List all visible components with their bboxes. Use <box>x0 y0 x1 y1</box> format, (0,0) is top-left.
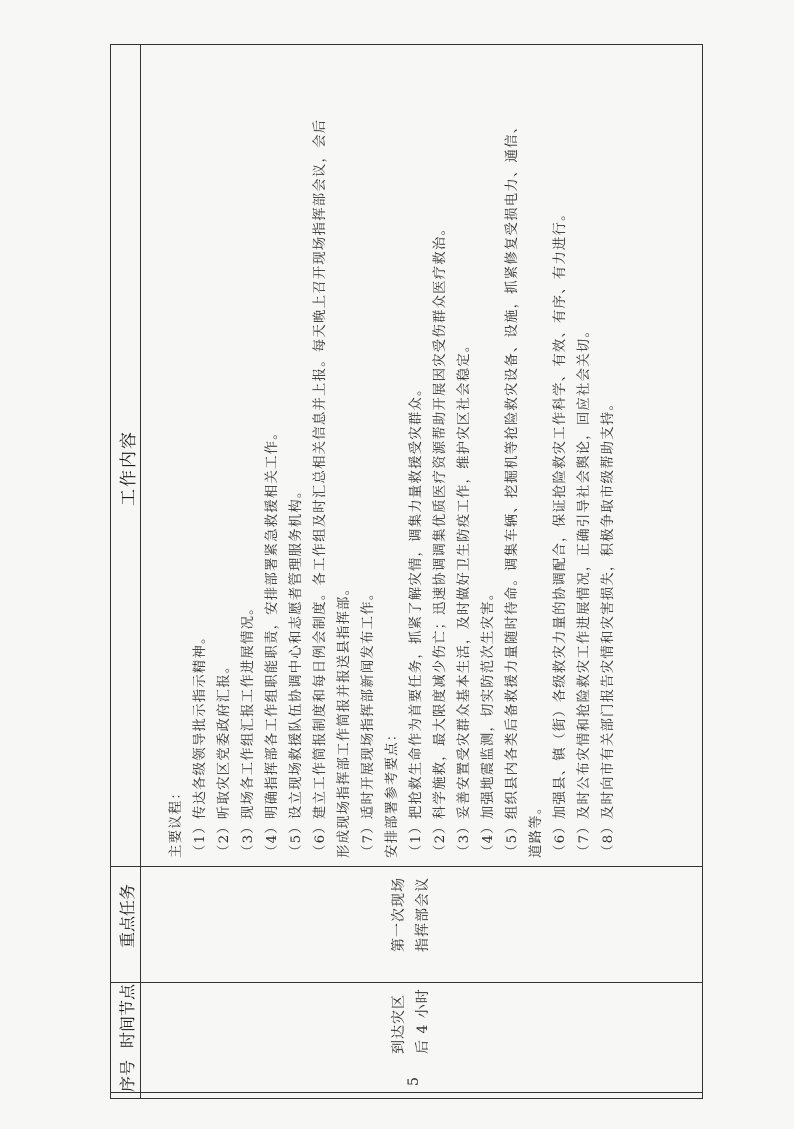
table-border-bottom <box>110 1098 702 1099</box>
content-line: （3）妥善安置受灾群众基本生活，及时做好卫生防疫工作，维护灾区社会稳定。 <box>457 337 472 858</box>
table-border-right <box>702 44 703 1099</box>
content-line: 主要议程： <box>169 785 184 858</box>
document-page: 序号 时间节点 重点任务 工作内容 5 到达灾区 后 4 小时 第一次现场 指挥部会议 主要议程： （1）传达各级领导批示指示精神。 （2）听取灾区党委政府汇报。 （3）现场各工作组汇报工作进展情况。 （4）明确指挥部各工作组职能职责，安排部署紧急救援相关工作。 （5）设立现场救援队伍协调中心和志愿者管理服务机构。 （6）建立工作简报制度和每日例会制度。各工作组及时汇总相关信息并上报。每天晚上召开现场指挥部会议，会后 形成现场指挥部工作简报并报送县指挥部。 （7）适时开展现场指挥部新闻发布工作。 安排部署参考要点： （1）把抢救生命作为首要任务，抓紧了解灾情，调集力量救援受灾群众。 （2）科学施救，最大限度减少伤亡；迅速协调调集优质医疗资源帮助开展因灾受伤群众医疗救治。 （3）妥善安置受灾群众基本生活，及时做好卫生防疫工作，维护灾区社会稳定。 （4）加强地震监测，切实防范次生灾害。 （5）组织县内各类后备救援力量随时待命。调集车辆、挖掘机等抢险救灾设备、设施，抓紧修复受损电力、通信、 道路等。 （6）加强县、镇（街）各级救灾力量的协调配合，保证抢险救灾工作科学、有效、有序、有力进行。 （7）及时公布灾情和抢险救灾工作进展情况，正确引导社会舆论，回应社会关切。 （8）及时向市有关部门报告灾情和灾害损失，积极争取市级帮助支持。 <box>0 0 794 1129</box>
content-line: （7）及时公布灾情和抢险救灾工作进展情况，正确引导社会舆论，回应社会关切。 <box>577 323 592 858</box>
content-line: （6）建立工作简报制度和每日例会制度。各工作组及时汇总相关信息并上报。每天晚上召开现场指挥部会议，会后 <box>313 118 328 858</box>
content-line: （5）组织县内各类后备救援力量随时待命。调集车辆、挖掘机等抢险救灾设备、设施，抓紧修复受损电力、通信、 <box>505 118 520 858</box>
content-line: （3）现场各工作组汇报工作进展情况。 <box>241 600 256 858</box>
col-divider-task <box>110 866 702 867</box>
table-border-left <box>110 44 111 1099</box>
row-time-line2: 后 4 小时 <box>415 988 431 1054</box>
content-line: （1）传达各级领导批示指示精神。 <box>193 629 208 858</box>
header-time: 时间节点 <box>118 983 137 1048</box>
header-content: 工作内容 <box>119 430 139 506</box>
col-divider-time <box>110 982 702 983</box>
content-line: （2）科学施救，最大限度减少伤亡；迅速协调调集优质医疗资源帮助开展因灾受伤群众医疗救治。 <box>433 220 448 858</box>
content-line: （6）加强县、镇（街）各级救灾力量的协调配合，保证抢险救灾工作科学、有效、有序、有力进行。 <box>553 206 568 858</box>
content-line: （7）适时开展现场指挥部新闻发布工作。 <box>361 585 376 858</box>
content-line: 形成现场指挥部工作简报并报送县指挥部。 <box>337 580 352 858</box>
content-line: （4）加强地震监测，切实防范次生灾害。 <box>481 585 496 858</box>
header-divider <box>140 44 141 1099</box>
content-line: 安排部署参考要点： <box>385 726 400 858</box>
col-divider-seq <box>110 1092 702 1093</box>
row-task-line1: 第一次现场 <box>391 877 407 952</box>
content-line: （8）及时向市有关部门报告灾情和灾害损失，积极争取市级帮助支持。 <box>601 395 616 858</box>
content-line: （5）设立现场救援队伍协调中心和志愿者管理服务机构。 <box>289 483 304 858</box>
content-line: 道路等。 <box>529 799 544 858</box>
row-task-line2: 指挥部会议 <box>415 877 431 952</box>
row-seq: 5 <box>406 1077 422 1086</box>
header-task: 重点任务 <box>118 883 137 948</box>
content-line: （1）把抢救生命作为首要任务，抓紧了解灾情，调集力量救援受灾群众。 <box>409 381 424 858</box>
content-line: （2）听取灾区党委政府汇报。 <box>217 658 232 858</box>
row-time-line1: 到达灾区 <box>391 994 407 1054</box>
content-line: （4）明确指挥部各工作组职能职责，安排部署紧急救援相关工作。 <box>265 425 280 858</box>
table-border-top <box>110 44 702 45</box>
